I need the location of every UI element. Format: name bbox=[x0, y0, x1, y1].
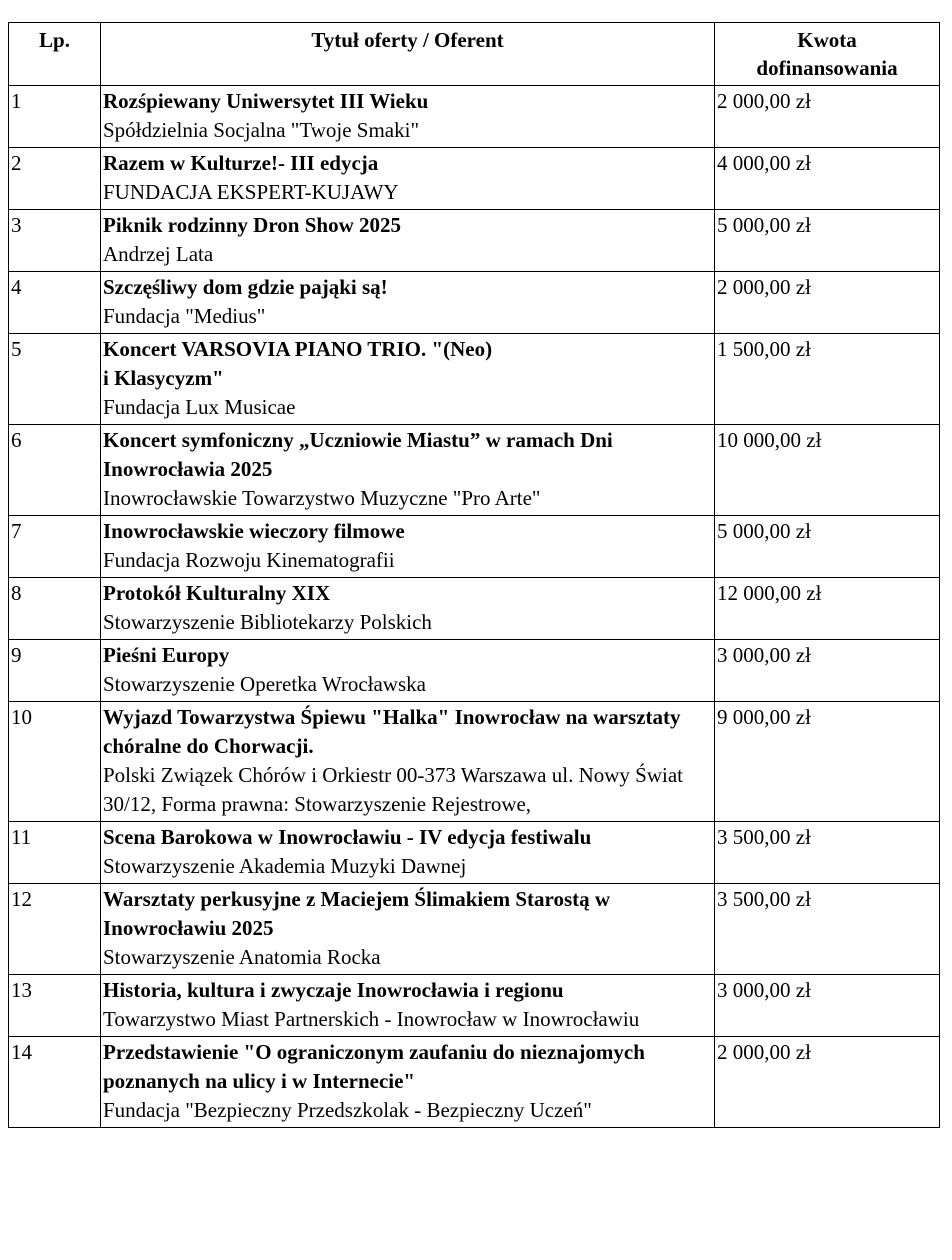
offer-title: Piknik rodzinny Dron Show 2025 bbox=[103, 213, 401, 237]
offerer-name: Stowarzyszenie Akademia Muzyki Dawnej bbox=[103, 854, 467, 878]
offer-title: Koncert VARSOVIA PIANO TRIO. "(Neo) bbox=[103, 337, 493, 361]
cell-offer bbox=[101, 210, 715, 272]
offerer-name: FUNDACJA EKSPERT-KUJAWY bbox=[103, 180, 399, 204]
cell-amount: 2 000,00 zł bbox=[715, 272, 940, 334]
cell-offer bbox=[101, 148, 715, 210]
table-row bbox=[9, 516, 940, 578]
cell-offer bbox=[101, 1037, 715, 1128]
cell-amount: 3 500,00 zł bbox=[715, 822, 940, 884]
offerer-name: Stowarzyszenie Bibliotekarzy Polskich bbox=[103, 610, 432, 634]
table-row bbox=[9, 334, 940, 425]
cell-lp: 2 bbox=[9, 148, 101, 210]
cell-lp: 9 bbox=[9, 640, 101, 702]
cell-lp: 6 bbox=[9, 425, 101, 516]
grants-table bbox=[8, 22, 940, 1128]
cell-amount: 1 500,00 zł bbox=[715, 334, 940, 425]
offer-title: Przedstawienie "O ograniczonym zaufaniu do nieznajomych poznanych na ulicy i w Internecie" bbox=[103, 1040, 645, 1093]
offerer-name: Fundacja Lux Musicae bbox=[103, 395, 296, 419]
table-header bbox=[9, 23, 940, 86]
header-amount-line1: Kwota bbox=[797, 28, 857, 52]
cell-amount: 2 000,00 zł bbox=[715, 1037, 940, 1128]
table-row bbox=[9, 884, 940, 975]
offer-title: Warsztaty perkusyjne z Maciejem Ślimakiem Starostą w Inowrocławiu 2025 bbox=[103, 887, 611, 940]
cell-offer bbox=[101, 702, 715, 822]
offerer-name: Spółdzielnia Socjalna "Twoje Smaki" bbox=[103, 118, 420, 142]
cell-amount: 9 000,00 zł bbox=[715, 702, 940, 822]
cell-offer bbox=[101, 578, 715, 640]
header-title: Tytuł oferty / Oferent bbox=[101, 23, 715, 86]
table-row bbox=[9, 578, 940, 640]
cell-lp: 12 bbox=[9, 884, 101, 975]
cell-amount: 3 000,00 zł bbox=[715, 975, 940, 1037]
cell-amount: 4 000,00 zł bbox=[715, 148, 940, 210]
offer-title: Razem w Kulturze!- III edycja bbox=[103, 151, 379, 175]
offerer-name: Andrzej Lata bbox=[103, 242, 214, 266]
table-row bbox=[9, 1037, 940, 1128]
table-row bbox=[9, 148, 940, 210]
cell-lp: 4 bbox=[9, 272, 101, 334]
cell-lp: 5 bbox=[9, 334, 101, 425]
cell-offer bbox=[101, 86, 715, 148]
cell-amount: 5 000,00 zł bbox=[715, 210, 940, 272]
offer-title: Szczęśliwy dom gdzie pająki są! bbox=[103, 275, 388, 299]
table-row bbox=[9, 975, 940, 1037]
cell-lp: 10 bbox=[9, 702, 101, 822]
cell-offer bbox=[101, 884, 715, 975]
cell-offer bbox=[101, 516, 715, 578]
cell-offer bbox=[101, 334, 715, 425]
table-row bbox=[9, 702, 940, 822]
cell-amount: 3 000,00 zł bbox=[715, 640, 940, 702]
offer-title: Historia, kultura i zwyczaje Inowrocławia i regionu bbox=[103, 978, 564, 1002]
offer-title: Koncert symfoniczny „Uczniowie Miastu” w ramach Dni Inowrocławia 2025 bbox=[103, 428, 613, 481]
header-amount-line2: dofinansowania bbox=[756, 56, 898, 80]
table-row bbox=[9, 822, 940, 884]
offer-title: Wyjazd Towarzystwa Śpiewu "Halka" Inowrocław na warsztaty chóralne do Chorwacji. bbox=[103, 705, 681, 758]
cell-amount: 2 000,00 zł bbox=[715, 86, 940, 148]
offerer-name: Stowarzyszenie Operetka Wrocławska bbox=[103, 672, 426, 696]
offerer-name: Fundacja "Medius" bbox=[103, 304, 266, 328]
cell-offer bbox=[101, 975, 715, 1037]
cell-offer bbox=[101, 822, 715, 884]
cell-offer bbox=[101, 272, 715, 334]
offerer-name: Inowrocławskie Towarzystwo Muzyczne "Pro Arte" bbox=[103, 486, 541, 510]
offer-title: Rozśpiewany Uniwersytet III Wieku bbox=[103, 89, 429, 113]
cell-lp: 8 bbox=[9, 578, 101, 640]
cell-lp: 14 bbox=[9, 1037, 101, 1128]
cell-lp: 7 bbox=[9, 516, 101, 578]
offerer-name: Fundacja Rozwoju Kinematografii bbox=[103, 548, 395, 572]
table-body bbox=[9, 86, 940, 1128]
header-row bbox=[9, 23, 940, 86]
cell-amount: 12 000,00 zł bbox=[715, 578, 940, 640]
offerer-name: Stowarzyszenie Anatomia Rocka bbox=[103, 945, 381, 969]
header-lp: Lp. bbox=[9, 23, 101, 86]
table-row bbox=[9, 272, 940, 334]
cell-offer bbox=[101, 640, 715, 702]
offer-title-continued: i Klasycyzm" bbox=[103, 366, 224, 390]
cell-amount: 10 000,00 zł bbox=[715, 425, 940, 516]
offer-title: Pieśni Europy bbox=[103, 643, 230, 667]
cell-lp: 3 bbox=[9, 210, 101, 272]
cell-lp: 1 bbox=[9, 86, 101, 148]
table-row bbox=[9, 640, 940, 702]
table-row bbox=[9, 86, 940, 148]
cell-lp: 11 bbox=[9, 822, 101, 884]
offer-title: Protokół Kulturalny XIX bbox=[103, 581, 331, 605]
header-amount bbox=[715, 23, 940, 86]
offer-title: Inowrocławskie wieczory filmowe bbox=[103, 519, 405, 543]
offerer-name: Polski Związek Chórów i Orkiestr 00-373 Warszawa ul. Nowy Świat 30/12, Forma prawna: Stowarzyszenie Rejestrowe, bbox=[103, 763, 683, 816]
offer-title: Scena Barokowa w Inowrocławiu - IV edycja festiwalu bbox=[103, 825, 592, 849]
cell-amount: 3 500,00 zł bbox=[715, 884, 940, 975]
table-row bbox=[9, 210, 940, 272]
offerer-name: Fundacja "Bezpieczny Przedszkolak - Bezpieczny Uczeń" bbox=[103, 1098, 592, 1122]
table-row bbox=[9, 425, 940, 516]
cell-amount: 5 000,00 zł bbox=[715, 516, 940, 578]
offerer-name: Towarzystwo Miast Partnerskich - Inowrocław w Inowrocławiu bbox=[103, 1007, 640, 1031]
cell-lp: 13 bbox=[9, 975, 101, 1037]
cell-offer bbox=[101, 425, 715, 516]
